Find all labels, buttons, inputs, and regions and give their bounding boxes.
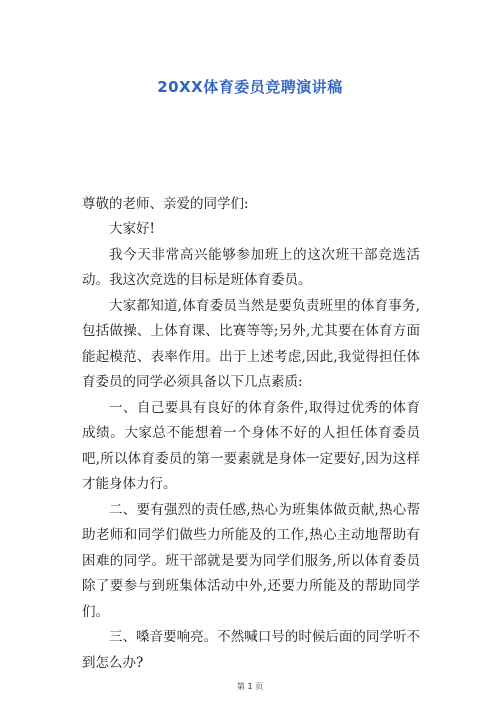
document-body — [82, 192, 420, 676]
document-title: 20XX体育委员竞聘演讲稿 — [157, 78, 343, 96]
page-number: 第 1 页 — [236, 682, 264, 691]
paragraph: 一、自己要具有良好的体育条件,取得过优秀的体育成绩。大家总不能想着一个身体不好的人担任体育委员吧,所以体育委员的第一要素就是身体一定要好,因为这样才能身体力行。 — [82, 399, 420, 492]
paragraph: 大家好! — [109, 221, 155, 237]
paragraph: 三、嗓音要响亮。不然喊口号的时候后面的同学听不到怎么办? — [82, 629, 420, 671]
paragraph: 二、要有强烈的责任感,热心为班集体做贡献,热心帮助老师和同学们做些力所能及的工作,热心主动地帮助有困难的同学。班干部就是要为同学们服务,所以体育委员除了要参与到班集体活动中外,还要力所能及的帮助同学们。 — [82, 501, 420, 620]
paragraph: 我今天非常高兴能够参加班上的这次班干部竞选活动。我这次竞选的目标是班体育委员。 — [82, 246, 420, 288]
paragraph: 大家都知道,体育委员当然是要负责班里的体育事务,包括做操、上体育课、比赛等等;另外,尤其要在体育方面能起模范、表率作用。出于上述考虑,因此,我觉得担任体育委员的同学必须具备以下几点素质: — [82, 297, 420, 390]
greeting-line: 尊敬的老师、亲爱的同学们: — [82, 196, 249, 212]
